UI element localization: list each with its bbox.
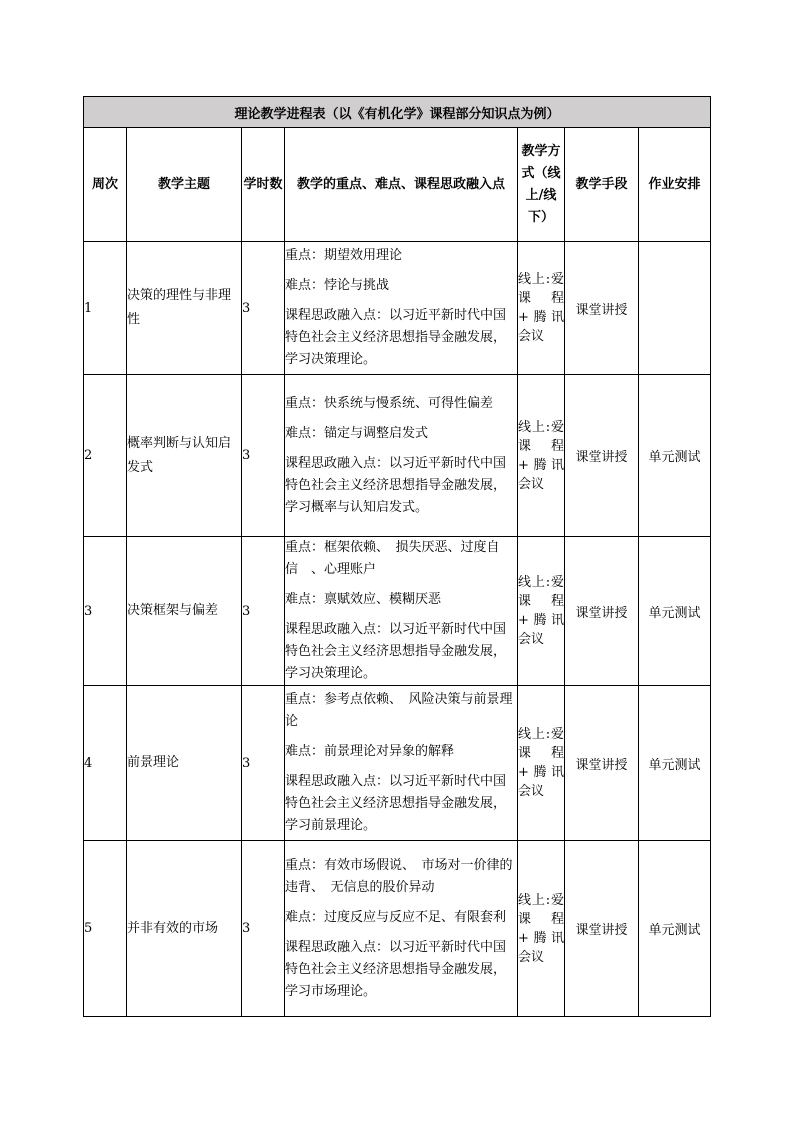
method-cell: 课堂讲授 [565, 375, 639, 537]
topic-cell: 前景理论 [127, 686, 242, 841]
difficulty-text: 难点：锚定与调整启发式 [285, 425, 429, 441]
points-cell [285, 375, 518, 537]
mode-cell: 线上:爱课程+腾讯会议 [518, 537, 565, 686]
topic-cell: 概率判断与认知启发式 [127, 375, 242, 537]
topic-cell: 决策的理性与非理性 [127, 242, 242, 375]
teaching-schedule-table [83, 96, 711, 1017]
mode-cell: 线上:爱课程+腾讯会议 [518, 375, 565, 537]
difficulty-text: 难点：过度反应与反应不足、有限套利 [285, 909, 507, 925]
points-cell [285, 841, 518, 1017]
ideology-text: 课程思政融入点：以习近平新时代中国特色社会主义经济思想指导金融发展，学习市场理论。 [285, 939, 507, 999]
difficulty-text: 难点：悖论与挑战 [285, 278, 390, 293]
mode-cell: 线上:爱课程+腾讯会议 [518, 242, 565, 375]
method-cell: 课堂讲授 [565, 686, 639, 841]
homework-cell: 单元测试 [639, 686, 711, 841]
topic-cell: 并非有效的市场 [127, 841, 242, 1017]
hours-cell: 3 [242, 375, 285, 537]
header-hours: 学时数 [242, 128, 285, 242]
hours-cell: 3 [242, 242, 285, 375]
ideology-text: 课程思政融入点：以习近平新时代中国特色社会主义经济思想指导金融发展，学习决策理论。 [285, 308, 507, 367]
homework-cell: 单元测试 [639, 375, 711, 537]
mode-cell: 线上:爱课程+腾讯会议 [518, 686, 565, 841]
focus-text: 重点：参考点依赖、 风险决策与前景理论 [285, 692, 513, 729]
header-week: 周次 [84, 128, 127, 242]
hours-cell: 3 [242, 537, 285, 686]
hours-cell: 3 [242, 686, 285, 841]
difficulty-text: 难点：禀赋效应、模糊厌恶 [285, 592, 442, 607]
method-cell: 课堂讲授 [565, 537, 639, 686]
header-homework: 作业安排 [639, 128, 711, 242]
focus-text: 重点：期望效用理论 [285, 248, 403, 263]
header-topic: 教学主题 [127, 128, 242, 242]
points-cell [285, 537, 518, 686]
week-cell: 4 [84, 686, 127, 841]
homework-cell: 单元测试 [639, 537, 711, 686]
topic-cell: 决策框架与偏差 [127, 537, 242, 686]
ideology-text: 课程思政融入点：以习近平新时代中国特色社会主义经济思想指导金融发展，学习概率与认知启发式。 [285, 455, 507, 515]
homework-cell: 单元测试 [639, 841, 711, 1017]
week-cell: 3 [84, 537, 127, 686]
focus-text: 重点：框架依赖、 损失厌恶、过度自信 、心理账户 [285, 540, 500, 577]
table-row [84, 537, 711, 686]
focus-text: 重点：有效市场假说、 市场对一价律的违背、 无信息的股价异动 [285, 857, 513, 895]
method-cell: 课堂讲授 [565, 841, 639, 1017]
table-row [84, 242, 711, 375]
difficulty-text: 难点：前景理论对异象的解释 [285, 744, 455, 759]
week-cell: 5 [84, 841, 127, 1017]
ideology-text: 课程思政融入点：以习近平新时代中国特色社会主义经济思想指导金融发展，学习决策理论。 [285, 622, 507, 681]
table-row [84, 686, 711, 841]
points-cell [285, 242, 518, 375]
method-cell: 课堂讲授 [565, 242, 639, 375]
focus-text: 重点：快系统与慢系统、可得性偏差 [285, 395, 494, 411]
table-caption: 理论教学进程表（以《有机化学》课程部分知识点为例） [84, 97, 711, 128]
header-points: 教学的重点、难点、课程思政融入点 [285, 128, 518, 242]
homework-cell [639, 242, 711, 375]
week-cell: 1 [84, 242, 127, 375]
hours-cell: 3 [242, 841, 285, 1017]
table-row [84, 375, 711, 537]
points-cell [285, 686, 518, 841]
week-cell: 2 [84, 375, 127, 537]
ideology-text: 课程思政融入点：以习近平新时代中国特色社会主义经济思想指导金融发展，学习前景理论。 [285, 774, 507, 833]
mode-cell: 线上:爱课程+腾讯会议 [518, 841, 565, 1017]
header-mode: 教学方式（线上/线下） [518, 128, 565, 242]
header-method: 教学手段 [565, 128, 639, 242]
table-row [84, 841, 711, 1017]
